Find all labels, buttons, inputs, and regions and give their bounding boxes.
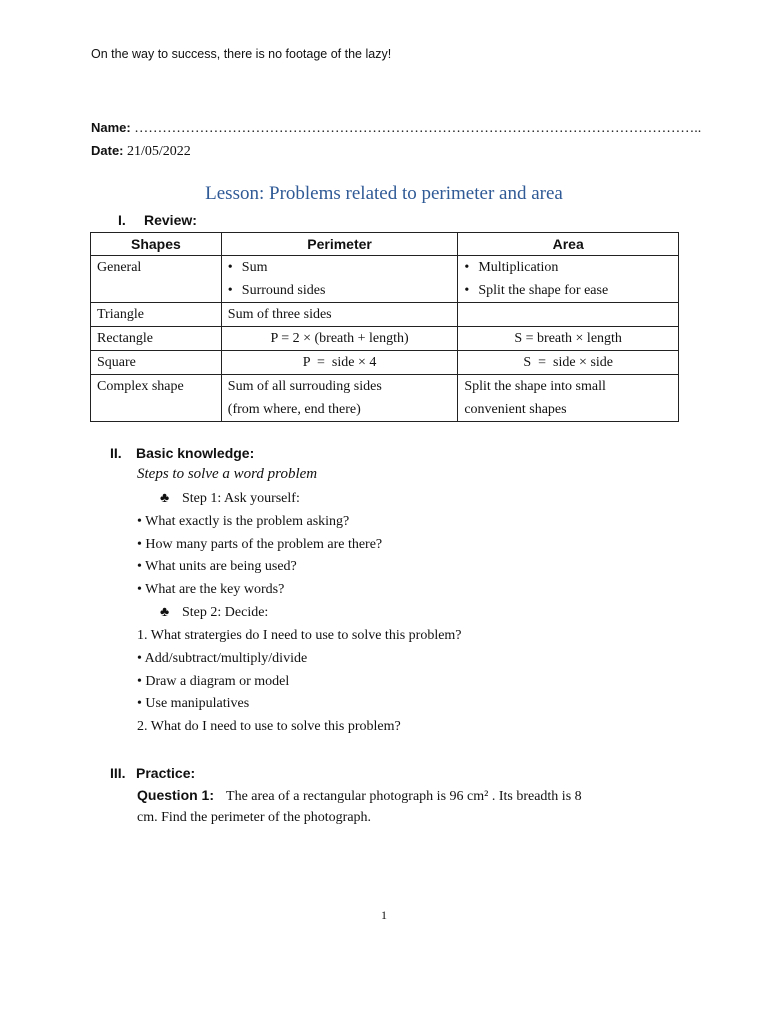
club-suit-icon: ♣: [160, 491, 170, 506]
perimeter-cell: Sum of three sides: [221, 303, 458, 327]
question-text-line2: cm. Find the perimeter of the photograph.: [137, 810, 372, 825]
list-item: 1. What stratergies do I need to use to solve this problem?: [137, 628, 462, 643]
step-2-label: Step 2: Decide:: [182, 605, 269, 620]
shape-cell: Square: [91, 351, 222, 375]
cell-line: Split the shape into small: [464, 379, 606, 394]
practice-heading: [110, 765, 195, 781]
step-1: [160, 491, 300, 507]
list-item: • How many parts of the problem are there?: [137, 537, 383, 552]
question-label: Question 1:: [137, 787, 215, 803]
perimeter-cell: [221, 256, 458, 303]
table-row: [91, 327, 679, 351]
list-item: • Use manipulatives: [137, 696, 250, 711]
motto-text: On the way to success, there is no footage of the lazy!: [91, 47, 392, 61]
name-field: [91, 120, 701, 137]
review-heading-text: Review:: [144, 212, 197, 228]
area-cell: S = breath × length: [458, 327, 679, 351]
area-cell: [458, 303, 679, 327]
date-field: [91, 143, 191, 160]
cell-line: (from where, end there): [227, 402, 361, 417]
list-item: • What units are being used?: [137, 559, 297, 574]
basic-num: II.: [110, 445, 122, 461]
bullet-item: • Surround sides: [228, 279, 452, 302]
question-1: [137, 787, 582, 805]
club-suit-icon: ♣: [160, 605, 170, 620]
basic-heading: [110, 445, 254, 461]
cell-line: Sum of all surrouding sides: [227, 379, 382, 394]
perimeter-cell: P = side × 4: [221, 351, 458, 375]
list-item: 2. What do I need to use to solve this problem?: [137, 719, 401, 734]
bullet-item: • Multiplication: [464, 256, 672, 279]
list-item: • Add/subtract/multiply/divide: [137, 651, 308, 666]
column-header: Area: [458, 233, 679, 256]
name-label: Name:: [91, 120, 131, 135]
shape-cell: Triangle: [91, 303, 222, 327]
list-item: • What exactly is the problem asking?: [137, 514, 350, 529]
table-row: [91, 256, 679, 303]
table-row: [91, 351, 679, 375]
perimeter-cell: P = 2 × (breath + length): [221, 327, 458, 351]
list-item: • What are the key words?: [137, 582, 285, 597]
review-heading: [118, 212, 197, 228]
bullet-item: • Split the shape for ease: [464, 279, 672, 302]
date-value: 21/05/2022: [127, 144, 191, 159]
table-row: [91, 375, 679, 422]
area-cell: [458, 256, 679, 303]
shape-cell: Complex shape: [91, 375, 222, 422]
table-row: [91, 303, 679, 327]
question-text-line1: The area of a rectangular photograph is 96 cm² . Its breadth is 8: [226, 789, 582, 804]
steps-title: Steps to solve a word problem: [137, 466, 318, 482]
area-cell: S = side × side: [458, 351, 679, 375]
step-1-label: Step 1: Ask yourself:: [182, 491, 300, 506]
review-table: [90, 232, 679, 422]
page-number: 1: [381, 908, 387, 922]
shape-cell: Rectangle: [91, 327, 222, 351]
column-header: Perimeter: [221, 233, 458, 256]
date-label: Date:: [91, 143, 124, 158]
list-item: • Draw a diagram or model: [137, 674, 290, 689]
practice-num: III.: [110, 765, 126, 781]
step-2: [160, 605, 268, 621]
review-num: I.: [118, 212, 126, 228]
cell-line: convenient shapes: [464, 402, 567, 417]
basic-heading-text: Basic knowledge:: [136, 445, 255, 461]
lesson-title: Lesson: Problems related to perimeter and area: [205, 183, 563, 204]
shape-cell: General: [91, 256, 222, 303]
area-cell: [458, 375, 679, 422]
practice-heading-text: Practice:: [136, 765, 196, 781]
perimeter-cell: [221, 375, 458, 422]
table-header-row: [91, 233, 679, 256]
column-header: Shapes: [91, 233, 222, 256]
name-dots: …………………………………………………………………………………………………………..: [134, 121, 702, 136]
bullet-item: • Sum: [228, 256, 452, 279]
